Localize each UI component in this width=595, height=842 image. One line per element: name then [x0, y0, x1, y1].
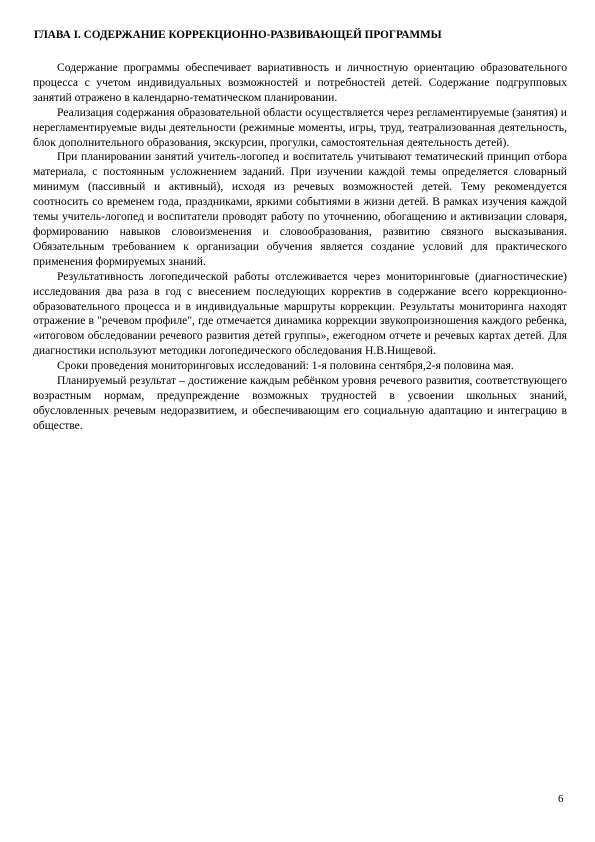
paragraph: Сроки проведения мониторинговых исследований: 1-я половина сентября,2-я половина мая.: [57, 359, 514, 373]
paragraph: При планировании занятий учитель-логопед и воспитатель учитывают тематический принцип отбора материала, с постоянным усложнением заданий. При изучении каждой темы определяется словарный минимум (пассивный и активный), исходя из речевых возможностей детей. Тему рекомендуется соотносить со временем года, праздниками, яркими событиями в жизни детей. В рамках изучения каждой темы учитель-логопед и воспитатели проводят работу по уточнению, обогащению и активизации словаря, формированию навыков словоизменения и словообразования, развитию связного высказывания. Обязательным требованием к организации обучения является создание условий для практического применения формируемых знаний.: [33, 150, 567, 268]
paragraph: Реализация содержания образовательной области осуществляется через регламентируемые (занятия) и нерегламентируемые виды деятельности (режимные моменты, игры, труд, театрализованная деятельность, блок дополнительного образования, экскурсии, прогулки, самостоятельная деятельность детей).: [33, 105, 567, 149]
page-number: 6: [558, 793, 564, 805]
paragraph: Содержание программы обеспечивает вариативность и личностную ориентацию образовательного процесса с учетом индивидуальных возможностей и потребностей детей. Содержание подгрупповых занятий отражено в календарно-тематическом планировании.: [33, 61, 567, 104]
body-text: [33, 61, 567, 434]
paragraph: Результативность логопедической работы отслеживается через мониторинговые (диагностические) исследования два раза в год с внесением последующих корректив в содержание всего коррекционно-образовательного процесса и в индивидуальные маршруты коррекции. Результаты мониторинга находят отражение в "речевом профиле", где отмечается динамика коррекции звукопроизношения каждого ребенка, «итоговом обследовании речевого развития детей группы», ежегодном отчете и речевых картах детей. Для диагностики используют методики логопедического обследования Н.В.Нищевой.: [33, 269, 567, 358]
chapter-title: ГЛАВА I. СОДЕРЖАНИЕ КОРРЕКЦИОННО-РАЗВИВАЮЩЕЙ ПРОГРАММЫ: [34, 29, 442, 41]
paragraph: Планируемый результат – достижение каждым ребёнком уровня речевого развития, соответствующего возрастным нормам, предупреждение возможных трудностей в усвоении школьных знаний, обусловленных речевым недоразвитием, и обеспечивающим его социальную адаптацию и интеграцию в обществе.: [33, 374, 567, 432]
